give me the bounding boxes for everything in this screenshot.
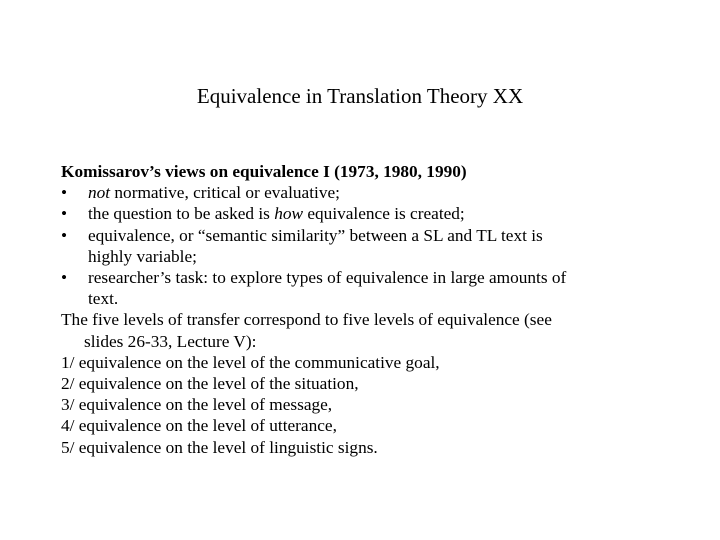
level-item: 5/ equivalence on the level of linguistic signs.	[61, 437, 378, 457]
bullet-glyph: •	[61, 268, 68, 288]
paragraph-continuation: slides 26-33, Lecture V):	[84, 331, 257, 351]
emphasis-text: not	[88, 183, 111, 203]
slide-title: Equivalence in Translation Theory XX	[196, 84, 524, 108]
bullet-glyph: •	[61, 204, 68, 224]
bullet-text: equivalence, or “semantic similarity” between a SL and TL text is	[88, 225, 543, 245]
bullet-continuation: highly variable;	[88, 246, 197, 266]
bullet-item	[61, 267, 661, 288]
emphasis-text: how	[274, 204, 304, 224]
level-item: 4/ equivalence on the level of utterance,	[61, 416, 337, 436]
bullet-glyph: •	[61, 225, 68, 245]
paragraph-line: The five levels of transfer correspond to five levels of equivalence (see	[61, 310, 552, 330]
bullet-glyph: •	[61, 183, 68, 203]
section-heading: Komissarov’s views on equivalence I (1973, 1980, 1990)	[61, 162, 467, 181]
level-item: 2/ equivalence on the level of the situation,	[61, 374, 359, 394]
slide-body	[61, 161, 661, 458]
level-item: 3/ equivalence on the level of message,	[61, 395, 333, 415]
level-item: 1/ equivalence on the level of the communicative goal,	[61, 352, 440, 372]
bullet-text: equivalence is created;	[303, 204, 465, 224]
bullet-item	[61, 203, 661, 224]
bullet-text: the question to be asked is	[88, 204, 275, 224]
bullet-continuation: text.	[88, 289, 119, 309]
bullet-item	[61, 225, 661, 246]
bullet-text: normative, critical or evaluative;	[110, 183, 340, 203]
bullet-text: researcher’s task: to explore types of equivalence in large amounts of	[88, 268, 567, 288]
bullet-item	[61, 182, 661, 203]
